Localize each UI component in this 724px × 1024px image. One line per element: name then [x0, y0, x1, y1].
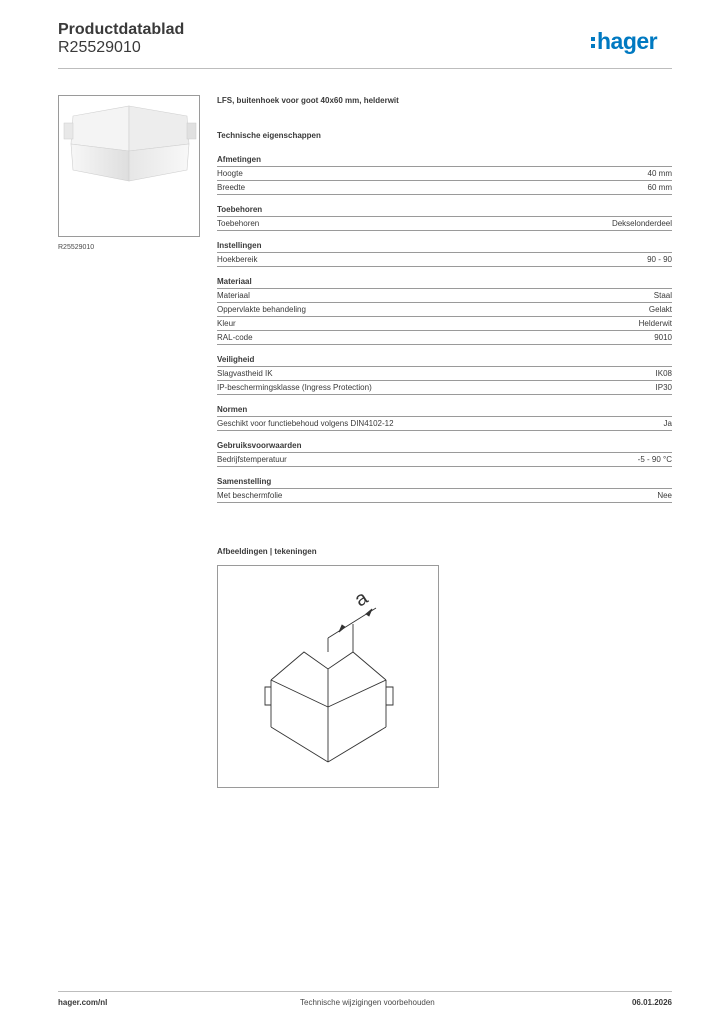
spec-value: Dekselonderdeel: [611, 219, 672, 228]
spec-group-normen: [217, 405, 672, 431]
logo-dots-icon: [591, 34, 595, 50]
spec-row: [217, 489, 672, 503]
section-heading: Technische eigenschappen: [217, 131, 321, 140]
spec-group-samenstelling: [217, 477, 672, 503]
spec-label: Breedte: [217, 183, 246, 192]
spec-value: IK08: [655, 369, 672, 378]
spec-row: [217, 181, 672, 195]
spec-group-veiligheid: [217, 355, 672, 395]
footer-website-link[interactable]: hager.com/nl: [58, 998, 108, 1007]
spec-group-materiaal: [217, 277, 672, 345]
group-title: Veiligheid: [217, 355, 255, 364]
footer-divider: [58, 991, 672, 992]
spec-group-gebruiksvoorwaarden: [217, 441, 672, 467]
spec-row: [217, 303, 672, 317]
corner-drawing-icon: [218, 566, 438, 787]
spec-value: 40 mm: [647, 169, 672, 178]
spec-value: Staal: [653, 291, 672, 300]
spec-row: [217, 453, 672, 467]
spec-value: Nee: [657, 491, 672, 500]
spec-label: Toebehoren: [217, 219, 260, 228]
page-title: Productdatablad: [58, 21, 185, 38]
spec-group-instellingen: [217, 241, 672, 267]
group-title: Toebehoren: [217, 205, 263, 214]
hager-logo: hager: [591, 28, 657, 55]
drawings-heading: Afbeeldingen | tekeningen: [217, 547, 317, 556]
spec-row: [217, 289, 672, 303]
spec-label: Oppervlakte behandeling: [217, 305, 306, 314]
spec-label: Hoekbereik: [217, 255, 258, 264]
spec-value: IP30: [655, 383, 672, 392]
spec-value: Ja: [663, 419, 672, 428]
spec-label: Geschikt voor functiebehoud volgens DIN4102-12: [217, 419, 394, 428]
spec-row: [217, 317, 672, 331]
spec-row: [217, 167, 672, 181]
group-title: Gebruiksvoorwaarden: [217, 441, 302, 450]
spec-label: Hoogte: [217, 169, 243, 178]
spec-value: Gelakt: [648, 305, 672, 314]
footer-note: Technische wijzigingen voorbehouden: [300, 998, 435, 1007]
product-image: [58, 95, 200, 237]
spec-row: [217, 217, 672, 231]
group-title: Normen: [217, 405, 248, 414]
specifications: [217, 96, 672, 503]
group-title: Samenstelling: [217, 477, 272, 486]
group-title: Instellingen: [217, 241, 262, 250]
spec-label: RAL-code: [217, 333, 253, 342]
image-caption: R25529010: [58, 244, 95, 251]
spec-row: [217, 381, 672, 395]
dimension-label: a: [350, 586, 372, 612]
spec-label: IP-beschermingsklasse (Ingress Protection): [217, 383, 372, 392]
product-title: LFS, buitenhoek voor goot 40x60 mm, helderwit: [217, 96, 399, 105]
spec-row: [217, 367, 672, 381]
spec-label: Kleur: [217, 319, 236, 328]
spec-row: [217, 253, 672, 267]
spec-group-toebehoren: [217, 205, 672, 231]
footer-date: 06.01.2026: [631, 998, 672, 1007]
technical-drawing: [217, 565, 439, 788]
spec-label: Bedrijfstemperatuur: [217, 455, 287, 464]
spec-value: -5 - 90 °C: [637, 455, 672, 464]
spec-value: 60 mm: [647, 183, 672, 192]
spec-group-afmetingen: [217, 155, 672, 195]
spec-value: 90 - 90: [647, 255, 672, 264]
product-code: R25529010: [58, 39, 141, 56]
spec-value: 9010: [654, 333, 672, 342]
spec-label: Materiaal: [217, 291, 250, 300]
group-title: Afmetingen: [217, 155, 261, 164]
spec-label: Slagvastheid IK: [217, 369, 273, 378]
header-divider: [58, 68, 672, 69]
spec-value: Helderwit: [638, 319, 672, 328]
spec-label: Met beschermfolie: [217, 491, 283, 500]
spec-row: [217, 417, 672, 431]
spec-row: [217, 331, 672, 345]
group-title: Materiaal: [217, 277, 252, 286]
corner-piece-icon: [59, 96, 199, 236]
